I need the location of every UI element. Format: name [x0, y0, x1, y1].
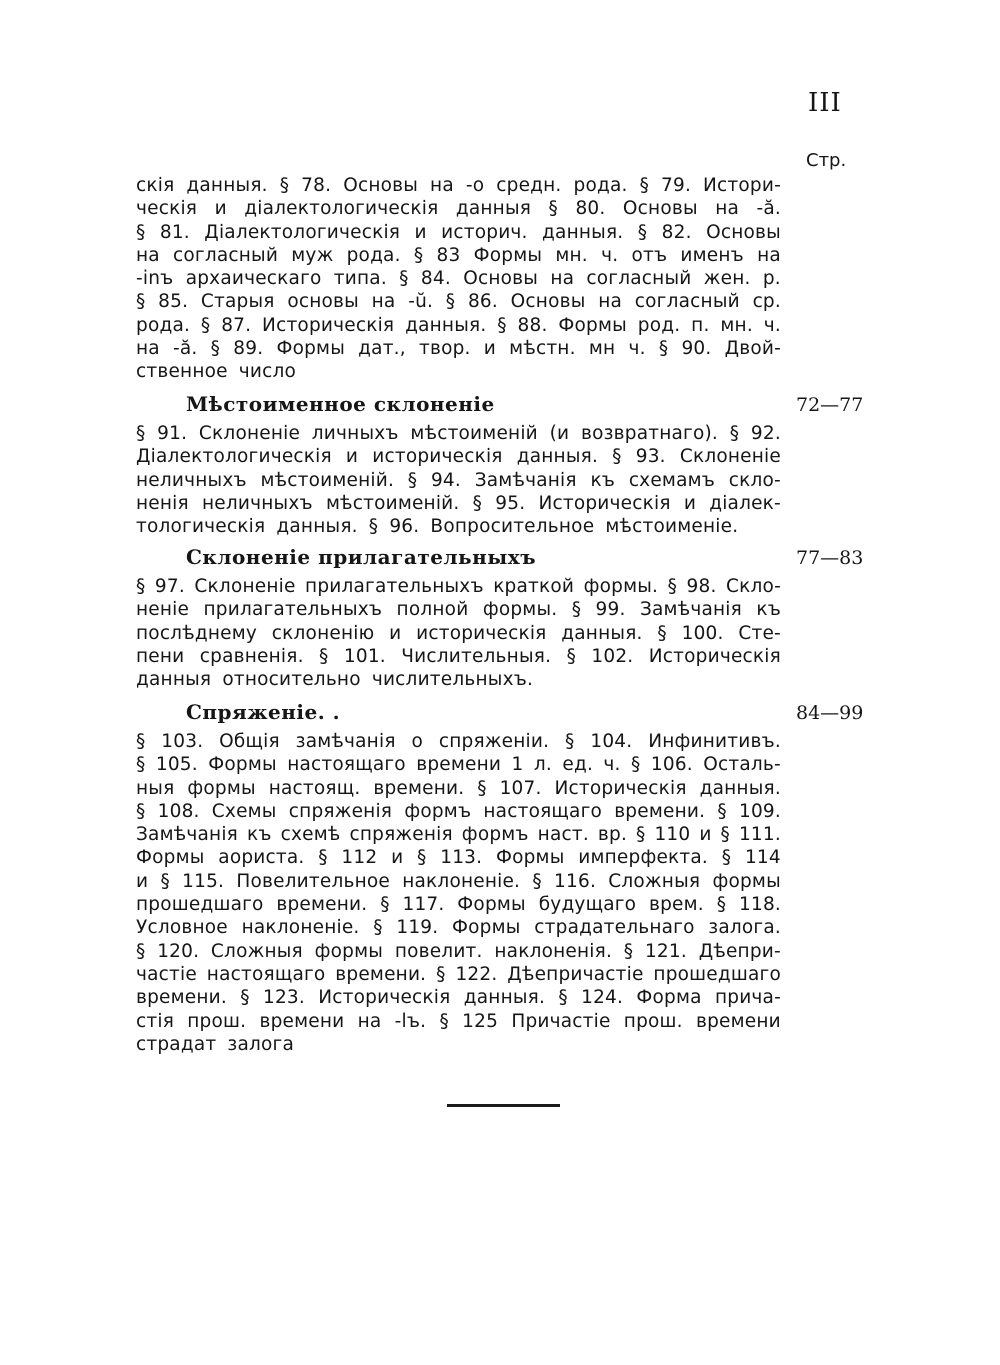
text-line: ческія и діалектологическія данныя § 80. Основы на -ă.	[136, 198, 781, 220]
text-line: тологическія данныя. § 96. Вопросительное мѣстоименіе.	[136, 516, 739, 538]
text-line: прошедшаго времени. § 117. Формы будущаго врем. § 118.	[136, 894, 781, 916]
text-line: Замѣчанія къ схемѣ спряженія формъ наст. вр. § 110 и § 111.	[136, 824, 781, 846]
section-paragraph	[136, 575, 781, 691]
text-line: неличныхъ мѣстоименій. § 94. Замѣчанія къ схемамъ скло-	[136, 469, 781, 491]
text-line: на согласный муж рода. § 83 Формы мн. ч. отъ именъ на	[136, 244, 781, 266]
text-line: § 103. Общія замѣчанія о спряженіи. § 104. Инфинитивъ.	[136, 731, 781, 752]
text-line: пени сравненія. § 101. Числительныя. § 102. Историческія	[136, 645, 781, 667]
text-line: § 120. Сложныя формы повелит. наклоненія. § 121. Дѣепри-	[136, 940, 781, 962]
section-paragraph	[136, 422, 781, 538]
text-line: § 91. Склоненіе личныхъ мѣстоименій (и возвратнаго). § 92.	[136, 423, 781, 444]
intro-paragraph	[136, 174, 781, 384]
section-paragraph	[136, 730, 781, 1056]
text-line: послѣднему склоненію и историческія данныя. § 100. Сте-	[136, 622, 781, 644]
text-line: и § 115. Повелительное наклоненіе. § 116. Сложныя формы	[136, 870, 781, 892]
text-line: -inъ архаическаго типа. § 84. Основы на согласный жен. р.	[136, 268, 781, 290]
page-number: III	[808, 88, 842, 118]
section-title: Склоненіе прилагательныхъ	[186, 545, 537, 569]
text-line: частіе настоящаго времени. § 122. Дѣепричастіе прошедшаго	[136, 963, 781, 985]
text-line: ныя формы настоящ. времени. § 107. Историческія данныя.	[136, 777, 781, 799]
end-divider	[447, 1104, 560, 1107]
text-line: стія прош. времени на -lъ. § 125 Причастіе прош. времени	[136, 1010, 781, 1032]
text-line: страдат залога	[136, 1033, 294, 1055]
text-line: Діалектологическія и историческія данныя. § 93. Склоненіе	[136, 446, 781, 468]
section-title: Спряженіе. .	[186, 700, 341, 724]
text-line: Условное наклоненіе. § 119. Формы страдательнаго залога.	[136, 917, 781, 939]
text-line: § 108. Схемы спряженія формъ настоящаго времени. § 109.	[136, 800, 781, 822]
text-line: ненія неличныхъ мѣстоименій. § 95. Историческія и діалек-	[136, 492, 781, 514]
text-line: ственное число	[136, 361, 297, 383]
text-line: неніе прилагательныхъ полной формы. § 99. Замѣчанія къ	[136, 599, 781, 621]
text-line: на -ă. § 89. Формы дат., твор. и мѣстн. мн ч. § 90. Двой-	[136, 338, 781, 360]
section-title: Мѣстоименное склоненіе	[186, 392, 495, 416]
section-page-range: 72—77	[796, 394, 864, 416]
text-line: § 81. Діалектологическія и историч. данныя. § 82. Основы	[136, 221, 781, 243]
text-line: Формы аориста. § 112 и § 113. Формы имперфекта. § 114	[136, 847, 781, 869]
text-line: § 85. Старыя основы на -ŭ. § 86. Основы на согласный ср.	[136, 291, 781, 313]
text-line: скія данныя. § 78. Основы на -о средн. рода. § 79. Истори-	[136, 175, 781, 196]
section-page-range: 84—99	[796, 702, 864, 724]
page-column-label: Стр.	[806, 150, 847, 171]
text-line: § 105. Формы настоящаго времени 1 л. ед. ч. § 106. Осталь-	[136, 754, 781, 776]
text-line: § 97. Склоненіе прилагательныхъ краткой формы. § 98. Скло-	[136, 576, 781, 597]
section-page-range: 77—83	[796, 547, 864, 569]
text-line: времени. § 123. Историческія данныя. § 124. Форма прича-	[136, 987, 781, 1009]
text-line: данныя относительно числительныхъ.	[136, 669, 534, 691]
text-line: рода. § 87. Историческія данныя. § 88. Формы род. п. мн. ч.	[136, 314, 781, 336]
